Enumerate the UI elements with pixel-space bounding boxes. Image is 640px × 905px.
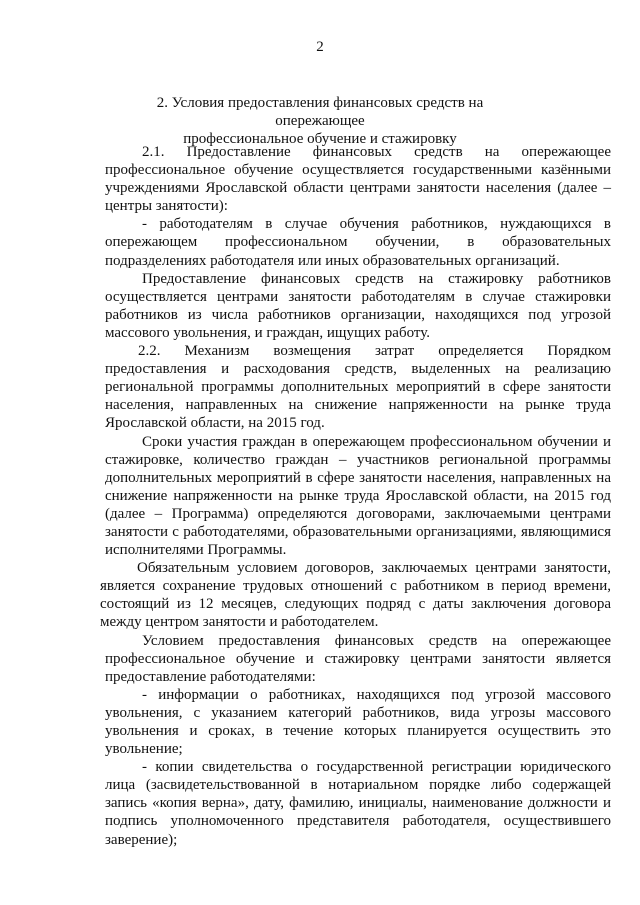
list-item-employers-training: - работодателям в случае обучения работников, нуждающихся в опережающем профессиональном обучении, в образовательных подразделениях работодателя или иных образовательных организаций.	[105, 216, 611, 269]
section-title	[120, 94, 520, 148]
section-title-line-2: профессиональное обучение и стажировку	[183, 131, 457, 147]
page-number: 2	[316, 39, 324, 55]
section-title-line-1: 2. Условия предоставления финансовых средств на опережающее	[156, 95, 484, 129]
list-item-employee-information: - информации о работниках, находящихся под угрозой массового увольнения, с указанием категорий работников, вида угрозы массового увольнения и сроках, в течение которых планируется осуществить это увольнение;	[105, 686, 611, 758]
paragraph-internship: Предоставление финансовых средств на стажировку работников осуществляется центрами занятости работодателям в случае стажировки работников из числа работников организации, находящихся под угрозой массового увольнения, и граждан, ищущих работу.	[105, 270, 611, 341]
paragraph-2-1: 2.1. Предоставление финансовых средств на опережающее профессиональное обучение осуществляется государственными казёнными учреждениями Ярославской области центрами занятости населения (далее – центры занятости):	[105, 144, 611, 215]
paragraph-funding-condition: Условием предоставления финансовых средств на опережающее профессиональное обучение и стажировку центрами занятости является предоставление работодателями:	[105, 632, 611, 685]
list-item-registration-certificate: - копии свидетельства о государственной регистрации юридического лица (засвидетельствованной в нотариальном порядке либо содержащей запись «копия верна», дату, фамилию, инициалы, наименование должности и подпись уполномоченного представителя работодателя, осуществившего заверение);	[105, 759, 611, 848]
paragraph-mandatory-condition: Обязательным условием договоров, заключаемых центрами занятости, является сохранение трудовых отношений с работником в период времени, состоящий из 12 месяцев, следующих подряд с даты заключения договора между центром занятости и работодателем.	[100, 560, 611, 631]
paragraph-2-2: 2.2. Механизм возмещения затрат определяется Порядком предоставления и расходования средств, выделенных на реализацию региональной программы дополнительных мероприятий в сфере занятости населения, направленных на снижение напряженности на рынке труда Ярославской области, на 2015 год.	[105, 343, 611, 432]
document-body	[100, 143, 611, 849]
paragraph-participation-terms: Сроки участия граждан в опережающем профессиональном обучении и стажировке, количество граждан – участников региональной программы дополнительных мероприятий в сфере занятости населения, направленных на снижение напряженности на рынке труда Ярославской области, на 2015 год (далее – Программа) определяются договорами, заключаемыми центрами занятости с работодателями, образовательными организациями, являющимися исполнителями Программы.	[105, 433, 611, 559]
